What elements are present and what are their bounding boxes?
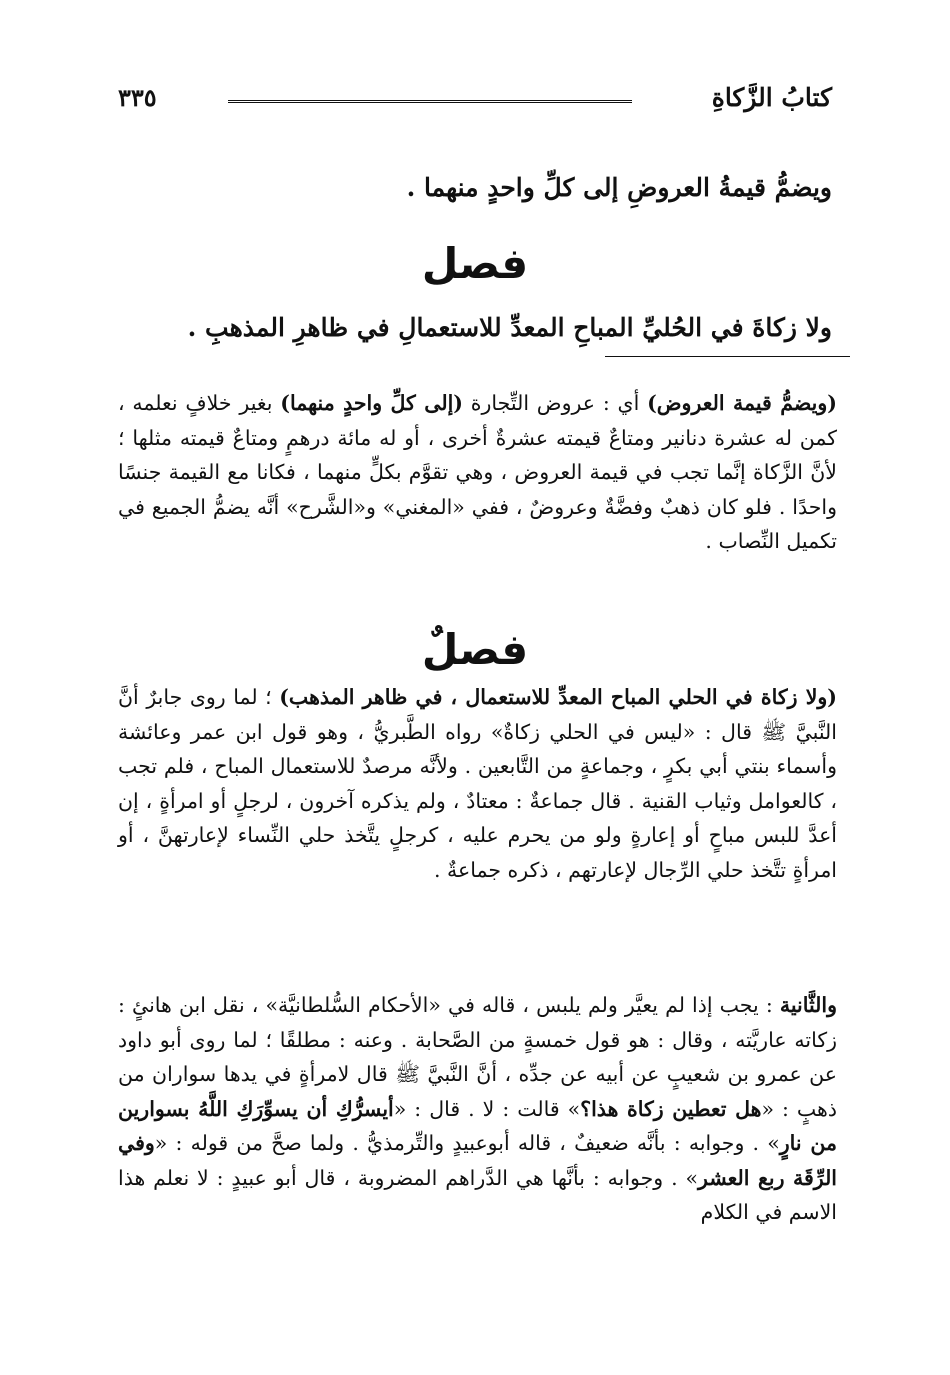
sharh-paragraph-2 [118,680,837,887]
matn-line-2: ولا زكاةَ في الحُليِّ المباحِ المعدِّ للاستعمالِ في ظاهرِ المذهبِ . [187,313,832,342]
book-title: كتابُ الزَّكاةِ [711,83,832,112]
quoted-matn: (إلى كلِّ واحدٍ منهما) [280,391,463,415]
section-heading-2: فصلٌ [421,625,529,674]
commentary-text: : يجب إذا لم يعيَّر ولم يلبس ، قاله في «الأحكام السُّلطانيَّة» ، نقل ابن هانئٍ : زكاته عاريَّته ، وقال : هو قول خمسةٍ من الصَّحابة . وعنه : مطلقًا ؛ لما روى أبو داود عن عمرو بن شعيبٍ عن أبيه عن جدِّه ، أنَّ النَّبيَّ ﷺ قال لامرأةٍ في يدها سواران من ذهبٍ : « [118,993,837,1121]
sharh-paragraph-1 [118,386,837,559]
matn-line-1: ويضمُّ قيمةُ العروضِ إلى كلِّ واحدٍ منهما . [406,173,832,202]
hadith-quote: أيسرُّكِ أن يسوِّرَكِ اللَّهُ بسوارين من نارٍ [118,1096,838,1155]
sharh-paragraph-3 [118,988,837,1230]
hadith-quote: هل تعطين زكاة هذا؟ [580,1096,762,1121]
commentary-text: » قالت : لا . قال : « [393,1096,581,1121]
running-header [118,78,832,118]
section-heading-1: فصل [421,239,529,288]
page-number: ٣٣٥ [118,83,157,112]
commentary-text: أي : عروض التِّجارة [462,391,648,415]
riwaya-label: والثَّانية [779,993,837,1017]
commentary-text: ؛ لما روى جابرٌ أنَّ النَّبيَّ ﷺ قال : «ليس في الحلي زكاةٌ» رواه الطَّبريُّ ، وهو قول ابن عمر وعائشة وأسماء بنتي أبي بكرٍ ، وجماعةٍ من التَّابعين . ولأنَّه مرصدٌ للاستعمال المباح ، فلم تجب ، كالعوامل وثياب القنية . قال جماعةٌ : معتادٌ ، ولم يذكره آخرون ، لرجلٍ أو امرأةٍ ، إن أعدَّ للبس مباحٍ أو إعارةٍ ولو من يحرم عليه ، كرجلٍ يتَّخذ حلي النِّساء لإعارتهنَّ ، أو امرأةٍ تتَّخذ حلي الرِّجال لإعارتهم ، ذكره جماعةٌ . [118,685,837,882]
header-rule [228,100,632,105]
quoted-matn: (ويضمُّ قيمة العروض) [647,391,837,415]
commentary-text: » . وجوابه : بأنَّها هي الدَّراهم المضروبة ، قال أبو عبيدٍ : لا نعلم هذا الاسم في الكلام [118,1165,837,1224]
commentary-text: بغير خلافٍ نعلمه ، كمن له عشرة دنانير ومتاعٌ قيمته عشرةٌ أخرى ، أو له مائة درهمٍ ومتاعٌ قيمته مثلها ؛ لأنَّ الزَّكاة إنَّما تجب في قيمة العروض ، وهي تقوَّم بكلٍّ منهما ، فكانا مع القيمة جنسًا واحدًا . فلو كان ذهبٌ وفضَّةٌ وعروضٌ ، ففي «المغني» و«الشَّرح» أنَّه يضمُّ الجميع في تكميل النِّصاب . [118,391,837,553]
matn-separator-rule [605,356,850,357]
quoted-matn: (ولا زكاة في الحلي المباح المعدِّ للاستعمال ، في ظاهر المذهب) [279,685,837,709]
commentary-text: » . وجوابه : بأنَّه ضعيفٌ ، قاله أبوعبيدٍ والتِّرمذيُّ . ولما صحَّ من قوله : « [154,1131,780,1155]
hadith-quote: وفي الرِّقَة ربع العشر [118,1131,838,1190]
